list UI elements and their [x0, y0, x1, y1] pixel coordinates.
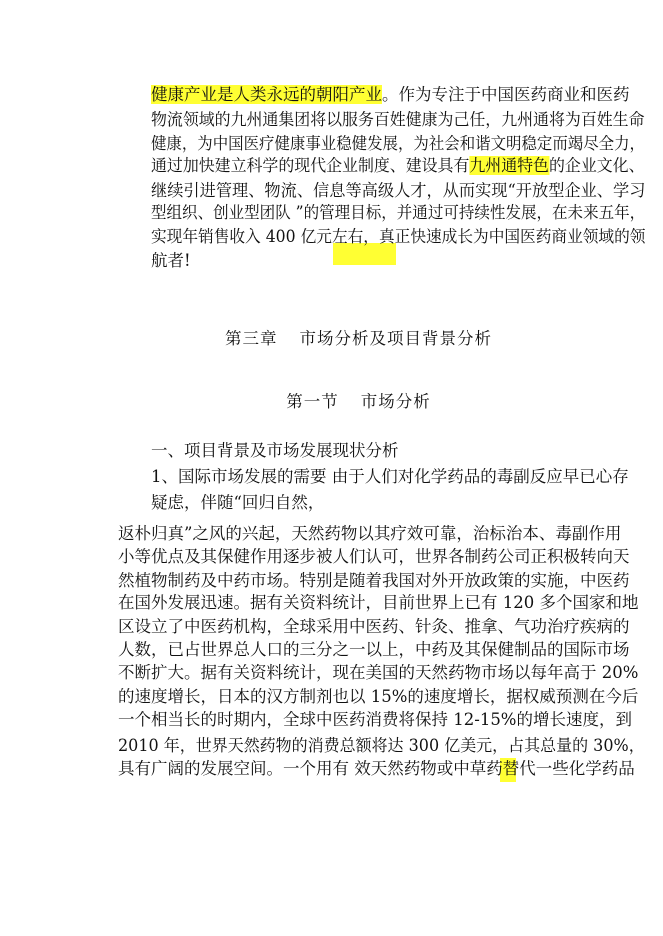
text-span: 的企业文化、 — [548, 156, 645, 175]
section-title: 市场分析 — [360, 392, 431, 411]
highlighted-text: 九州通特色 — [469, 156, 549, 175]
text-line: 实现年销售收入 400 亿元左右，真正快速成长为中国医药商业领域的领 — [151, 227, 646, 246]
text-line: 具有广阔的发展空间。一个用有 效天然药物或中草药替代一些化学药品 — [118, 759, 635, 778]
text-line: 物流领域的九州通集团将以服务百姓健康为己任，九州通将为百姓生命 — [151, 110, 645, 129]
text-line: 的速度增长，日本的汉方制剂也以 15%的速度增长，据权威预测在今后 — [118, 687, 639, 706]
text-line — [151, 84, 630, 106]
chapter-heading — [27, 328, 663, 350]
text-line: 一个相当长的时期内，全球中医药消费将保持 12-15%的增长速度，到 — [118, 710, 632, 729]
text-span: 通过加快建立科学的现代企业制度、建设具有 — [151, 156, 470, 175]
subheading: 一、项目背景及市场发展现状分析 — [151, 441, 399, 460]
text-line: 继续引进管理、物流、信息等高级人才，从而实现“开放型企业、学习 — [151, 181, 646, 200]
text-line: 航者! — [151, 251, 191, 270]
text-line: 在国外发展迅速。据有关资料统计，目前世界上已有 120 多个国家和地 — [118, 593, 639, 612]
text-line: 健康，为中国医疗健康事业稳健发展，为社会和谐文明稳定而竭尽全力， — [151, 134, 645, 153]
highlighted-text: 健康产业是人类永远的朝阳产业 — [151, 85, 382, 104]
chapter-title: 市场分析及项目背景分析 — [299, 329, 492, 348]
text-line: 人数，已占世界总人口的三分之一以上，中药及其保健制品的国际市场 — [118, 640, 630, 659]
text-line: 不断扩大。据有关资料统计，现在美国的天然药物市场以每年高于 20% — [118, 663, 639, 682]
text-line — [151, 155, 644, 177]
text-line: 2010 年，世界天然药物的消费总额将达 300 亿美元，占其总量的 30%， — [118, 736, 645, 755]
chapter-number: 第三章 — [225, 329, 278, 348]
text-line: 返朴归真”之风的兴起，天然药物以其疗效可靠，治标治本、毒副作用 — [118, 524, 622, 543]
text-line: 然植物制药及中药市场。特别是随着我国对外开放政策的实施，中医药 — [118, 571, 630, 590]
text-line: 1、国际市场发展的需要 由于人们对化学药品的毒副反应早已心存 — [151, 467, 629, 486]
text-line: 区设立了中医药机构，全球采用中医药、针灸、推拿、气功治疗疾病的 — [118, 617, 630, 636]
text-line: 型组织、创业型团队 ”的管理目标，并通过可持续性发展，在未来五年， — [151, 203, 646, 222]
text-line: 疑虑，伴随“回归自然， — [151, 493, 325, 512]
text-line: 小等优点及其保健作用逐步被人们认可，世界各制药公司正积极转向天 — [118, 547, 630, 566]
section-heading — [27, 391, 663, 413]
section-number: 第一节 — [286, 392, 339, 411]
text-span: 。作为专注于中国医药商业和医药 — [382, 85, 630, 104]
